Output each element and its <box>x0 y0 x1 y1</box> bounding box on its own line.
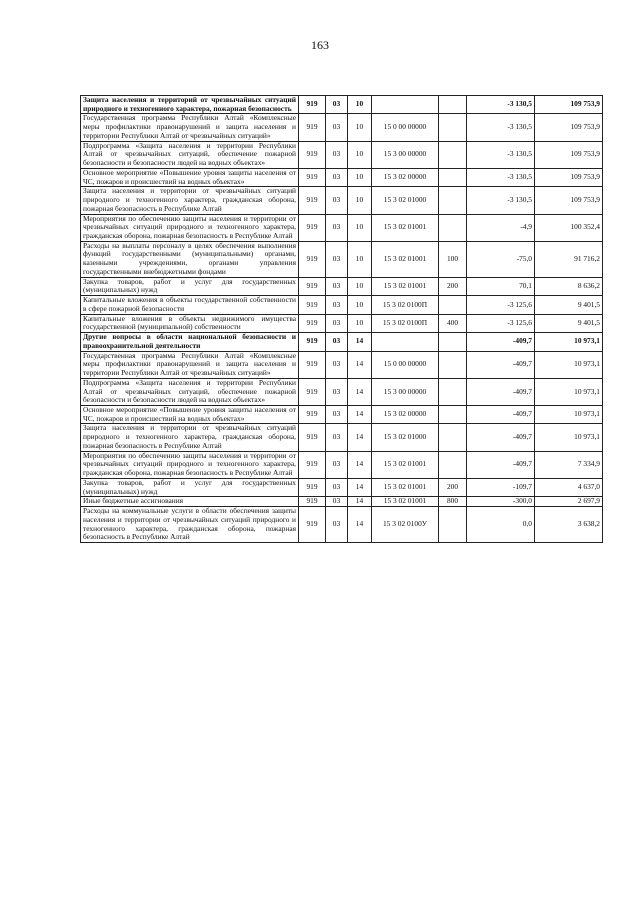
subsection-code-cell: 10 <box>348 296 372 314</box>
target-article-cell <box>372 333 439 351</box>
table-row <box>81 187 603 214</box>
expense-name-cell: Защита населения и территорий от чрезвычайных ситуаций природного и техногенного характера, пожарная безопасность <box>81 96 299 114</box>
target-article-cell: 15 3 02 01001 <box>372 277 439 295</box>
expense-type-cell <box>439 333 467 351</box>
table-row <box>81 277 603 295</box>
table-row <box>81 405 603 423</box>
target-article-cell: 15 3 02 00000 <box>372 405 439 423</box>
total-amount-cell: 8 636,2 <box>535 277 603 295</box>
expense-name-cell: Основное мероприятие «Повышение уровня защиты населения от ЧС, пожаров и происшествий на водных объектах» <box>81 168 299 186</box>
expense-type-cell <box>439 141 467 168</box>
target-article-cell: 15 0 00 00000 <box>372 351 439 378</box>
total-amount-cell: 109 753,9 <box>535 141 603 168</box>
target-article-cell: 15 3 02 0100П <box>372 296 439 314</box>
subsection-code-cell: 14 <box>348 497 372 507</box>
expense-type-cell: 800 <box>439 497 467 507</box>
total-amount-cell: 100 352,4 <box>535 214 603 241</box>
table-row <box>81 451 603 478</box>
total-amount-cell: 7 334,9 <box>535 451 603 478</box>
target-article-cell: 15 3 02 01001 <box>372 214 439 241</box>
expense-name-cell: Подпрограмма «Защита населения и территории Республики Алтай от чрезвычайных ситуаций, обеспечение пожарной безопасности и безопасности людей на водных объектах» <box>81 141 299 168</box>
change-amount-cell: -3 125,6 <box>467 314 535 332</box>
section-code-cell: 03 <box>326 351 348 378</box>
subsection-code-cell: 10 <box>348 314 372 332</box>
section-code-cell: 03 <box>326 187 348 214</box>
expense-name-cell: Иные бюджетные ассигнования <box>81 497 299 507</box>
expense-type-cell <box>439 214 467 241</box>
change-amount-cell: -3 130,5 <box>467 141 535 168</box>
change-amount-cell: -409,7 <box>467 378 535 405</box>
expense-type-cell: 200 <box>439 478 467 496</box>
subsection-code-cell: 10 <box>348 96 372 114</box>
expense-name-cell: Расходы на выплаты персоналу в целях обеспечения выполнения функций государственными (муниципальными) органами, казенными учреждениями, органами управления государственными внебюджетными фондами <box>81 241 299 277</box>
total-amount-cell: 109 753,9 <box>535 187 603 214</box>
subsection-code-cell: 10 <box>348 241 372 277</box>
table-row <box>81 314 603 332</box>
total-amount-cell: 9 401,5 <box>535 296 603 314</box>
target-article-cell: 15 3 02 01000 <box>372 424 439 451</box>
subsection-code-cell: 14 <box>348 478 372 496</box>
ministry-code-cell: 919 <box>299 168 326 186</box>
section-code-cell: 03 <box>326 478 348 496</box>
expense-name-cell: Государственная программа Республики Алтай «Комплексные меры профилактики правонарушений и защита населения и территории Республики Алтай от чрезвычайных ситуаций» <box>81 351 299 378</box>
subsection-code-cell: 14 <box>348 451 372 478</box>
section-code-cell: 03 <box>326 277 348 295</box>
target-article-cell <box>372 96 439 114</box>
total-amount-cell: 2 697,9 <box>535 497 603 507</box>
target-article-cell: 15 3 02 01001 <box>372 497 439 507</box>
expense-type-cell <box>439 507 467 543</box>
table-row <box>81 378 603 405</box>
target-article-cell: 15 3 00 00000 <box>372 141 439 168</box>
table-row <box>81 114 603 141</box>
section-code-cell: 03 <box>326 333 348 351</box>
ministry-code-cell: 919 <box>299 114 326 141</box>
ministry-code-cell: 919 <box>299 141 326 168</box>
target-article-cell: 15 0 00 00000 <box>372 114 439 141</box>
ministry-code-cell: 919 <box>299 314 326 332</box>
expense-type-cell <box>439 351 467 378</box>
ministry-code-cell: 919 <box>299 333 326 351</box>
expense-name-cell: Основное мероприятие «Повышение уровня защиты населения от ЧС, пожаров и происшествий на водных объектах» <box>81 405 299 423</box>
table-row <box>81 351 603 378</box>
change-amount-cell: -109,7 <box>467 478 535 496</box>
subsection-code-cell: 14 <box>348 424 372 451</box>
change-amount-cell: -3 130,5 <box>467 114 535 141</box>
expense-name-cell: Другие вопросы в области национальной безопасности и правоохранительной деятельности <box>81 333 299 351</box>
ministry-code-cell: 919 <box>299 497 326 507</box>
expense-type-cell <box>439 187 467 214</box>
total-amount-cell: 9 401,5 <box>535 314 603 332</box>
total-amount-cell: 10 973,1 <box>535 405 603 423</box>
expense-name-cell: Государственная программа Республики Алтай «Комплексные меры профилактики правонарушений и защита населения и территории Республики Алтай от чрезвычайных ситуаций» <box>81 114 299 141</box>
subsection-code-cell: 10 <box>348 114 372 141</box>
total-amount-cell: 3 638,2 <box>535 507 603 543</box>
expense-type-cell <box>439 451 467 478</box>
ministry-code-cell: 919 <box>299 96 326 114</box>
ministry-code-cell: 919 <box>299 507 326 543</box>
section-code-cell: 03 <box>326 497 348 507</box>
expense-type-cell: 400 <box>439 314 467 332</box>
expense-name-cell: Мероприятия по обеспечению защиты населения и территории от чрезвычайных ситуаций природного и техногенного характера, гражданская оборона, пожарная безопасность в Республике Алтай <box>81 451 299 478</box>
total-amount-cell: 109 753,9 <box>535 114 603 141</box>
change-amount-cell: -3 130,5 <box>467 96 535 114</box>
expense-name-cell: Защита населения и территории от чрезвычайных ситуаций природного и техногенного характера, гражданская оборона, пожарная безопасность в Республике Алтай <box>81 424 299 451</box>
ministry-code-cell: 919 <box>299 296 326 314</box>
target-article-cell: 15 3 02 01001 <box>372 451 439 478</box>
expense-name-cell: Мероприятия по обеспечению защиты населения и территории от чрезвычайных ситуаций природного и техногенного характера, гражданская оборона, пожарная безопасность в Республике Алтай <box>81 214 299 241</box>
change-amount-cell: -300,0 <box>467 497 535 507</box>
expense-type-cell <box>439 405 467 423</box>
ministry-code-cell: 919 <box>299 424 326 451</box>
table-row <box>81 333 603 351</box>
total-amount-cell: 4 637,0 <box>535 478 603 496</box>
subsection-code-cell: 10 <box>348 187 372 214</box>
subsection-code-cell: 14 <box>348 405 372 423</box>
ministry-code-cell: 919 <box>299 241 326 277</box>
table-row <box>81 241 603 277</box>
section-code-cell: 03 <box>326 114 348 141</box>
section-code-cell: 03 <box>326 451 348 478</box>
expense-name-cell: Подпрограмма «Защита населения и территории Республики Алтай от чрезвычайных ситуаций, обеспечение пожарной безопасности и безопасности людей на водных объектах» <box>81 378 299 405</box>
ministry-code-cell: 919 <box>299 277 326 295</box>
target-article-cell: 15 3 02 0100У <box>372 507 439 543</box>
expense-name-cell: Закупка товаров, работ и услуг для государственных (муниципальных) нужд <box>81 277 299 295</box>
expense-type-cell <box>439 378 467 405</box>
section-code-cell: 03 <box>326 314 348 332</box>
table-row <box>81 507 603 543</box>
subsection-code-cell: 10 <box>348 277 372 295</box>
change-amount-cell: -3 130,5 <box>467 168 535 186</box>
target-article-cell: 15 3 02 01001 <box>372 478 439 496</box>
ministry-code-cell: 919 <box>299 214 326 241</box>
section-code-cell: 03 <box>326 96 348 114</box>
ministry-code-cell: 919 <box>299 478 326 496</box>
subsection-code-cell: 14 <box>348 507 372 543</box>
section-code-cell: 03 <box>326 168 348 186</box>
change-amount-cell: -75,0 <box>467 241 535 277</box>
expense-type-cell <box>439 96 467 114</box>
table-row <box>81 296 603 314</box>
target-article-cell: 15 3 02 01000 <box>372 187 439 214</box>
expense-name-cell: Защита населения и территории от чрезвычайных ситуаций природного и техногенного характера, гражданская оборона, пожарная безопасность в Республике Алтай <box>81 187 299 214</box>
change-amount-cell: -409,7 <box>467 333 535 351</box>
section-code-cell: 03 <box>326 241 348 277</box>
budget-table <box>80 95 603 543</box>
subsection-code-cell: 10 <box>348 168 372 186</box>
subsection-code-cell: 14 <box>348 333 372 351</box>
total-amount-cell: 109 753,9 <box>535 168 603 186</box>
table-row <box>81 478 603 496</box>
section-code-cell: 03 <box>326 507 348 543</box>
expense-type-cell: 100 <box>439 241 467 277</box>
change-amount-cell: 0,0 <box>467 507 535 543</box>
subsection-code-cell: 14 <box>348 351 372 378</box>
change-amount-cell: -3 130,5 <box>467 187 535 214</box>
expense-type-cell <box>439 424 467 451</box>
expense-type-cell <box>439 296 467 314</box>
target-article-cell: 15 3 02 01001 <box>372 241 439 277</box>
change-amount-cell: -3 125,6 <box>467 296 535 314</box>
budget-table-body <box>81 96 603 543</box>
expense-name-cell: Капитальные вложения в объекты недвижимого имущества государственной (муниципальной) собственности <box>81 314 299 332</box>
expense-type-cell: 200 <box>439 277 467 295</box>
total-amount-cell: 91 716,2 <box>535 241 603 277</box>
ministry-code-cell: 919 <box>299 405 326 423</box>
total-amount-cell: 10 973,1 <box>535 378 603 405</box>
ministry-code-cell: 919 <box>299 187 326 214</box>
change-amount-cell: -409,7 <box>467 424 535 451</box>
target-article-cell: 15 3 02 00000 <box>372 168 439 186</box>
table-row <box>81 168 603 186</box>
table-row <box>81 141 603 168</box>
change-amount-cell: -409,7 <box>467 451 535 478</box>
ministry-code-cell: 919 <box>299 451 326 478</box>
subsection-code-cell: 14 <box>348 378 372 405</box>
change-amount-cell: 70,1 <box>467 277 535 295</box>
section-code-cell: 03 <box>326 424 348 451</box>
table-row <box>81 424 603 451</box>
expense-name-cell: Закупка товаров, работ и услуг для государственных (муниципальных) нужд <box>81 478 299 496</box>
table-row <box>81 96 603 114</box>
section-code-cell: 03 <box>326 378 348 405</box>
target-article-cell: 15 3 00 00000 <box>372 378 439 405</box>
target-article-cell: 15 3 02 0100П <box>372 314 439 332</box>
page-number: 163 <box>311 38 329 52</box>
total-amount-cell: 10 973,1 <box>535 424 603 451</box>
table-row <box>81 214 603 241</box>
total-amount-cell: 109 753,9 <box>535 96 603 114</box>
section-code-cell: 03 <box>326 141 348 168</box>
expense-name-cell: Капитальные вложения в объекты государственной собственности в сфере пожарной безопасности <box>81 296 299 314</box>
ministry-code-cell: 919 <box>299 351 326 378</box>
expense-type-cell <box>439 114 467 141</box>
total-amount-cell: 10 973,1 <box>535 351 603 378</box>
section-code-cell: 03 <box>326 214 348 241</box>
change-amount-cell: -409,7 <box>467 405 535 423</box>
section-code-cell: 03 <box>326 296 348 314</box>
section-code-cell: 03 <box>326 405 348 423</box>
total-amount-cell: 10 973,1 <box>535 333 603 351</box>
change-amount-cell: -409,7 <box>467 351 535 378</box>
expense-name-cell: Расходы на коммунальные услуги в области обеспечения защиты населения и территории от чрезвычайных ситуаций природного и техногенного характера, гражданская оборона, пожарная безопасность в Республике Алтай <box>81 507 299 543</box>
subsection-code-cell: 10 <box>348 141 372 168</box>
subsection-code-cell: 10 <box>348 214 372 241</box>
change-amount-cell: -4,9 <box>467 214 535 241</box>
expense-type-cell <box>439 168 467 186</box>
ministry-code-cell: 919 <box>299 378 326 405</box>
